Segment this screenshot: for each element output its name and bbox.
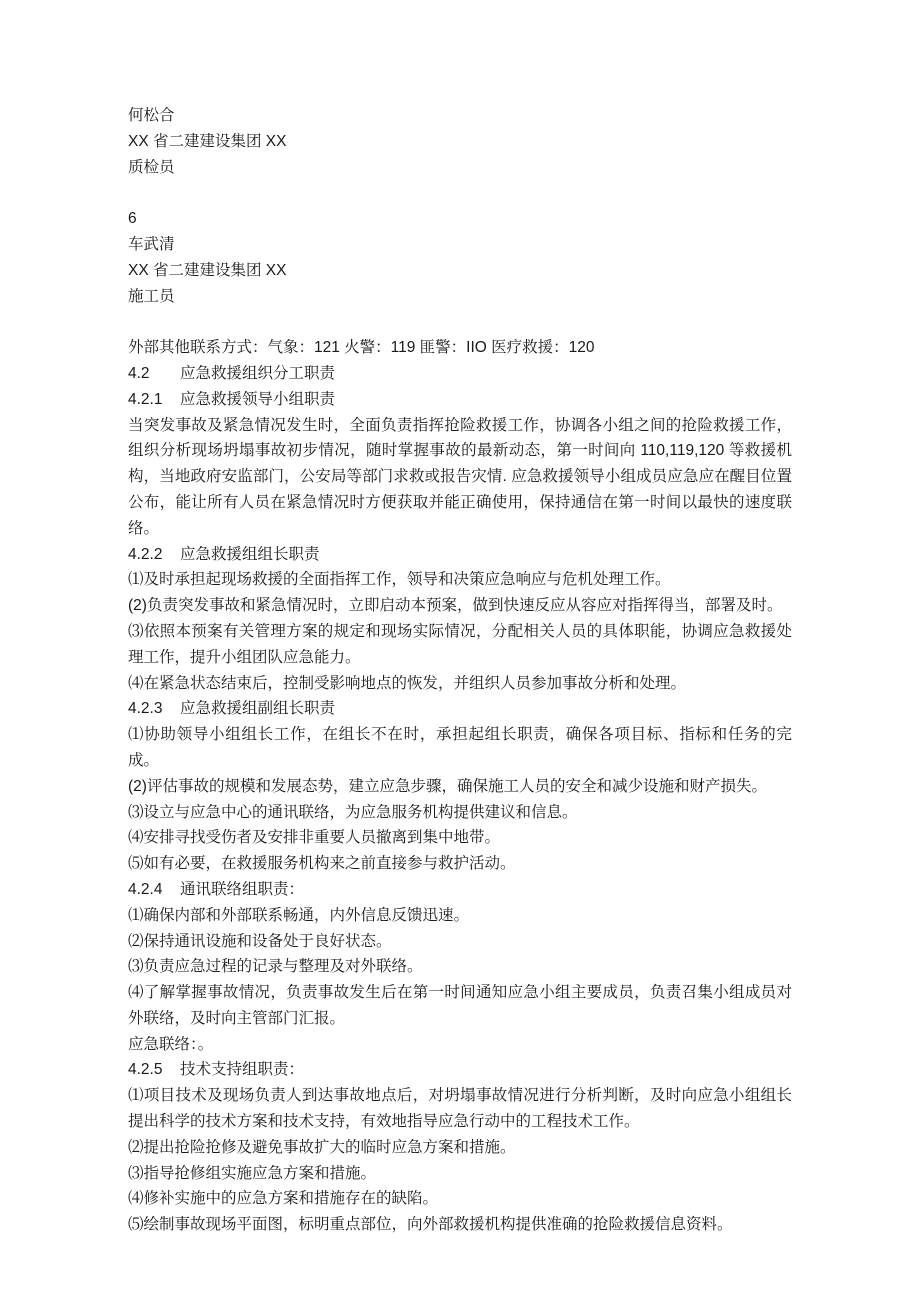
document-line: ⑴及时承担起现场救援的全面指挥工作，领导和决策应急响应与危机处理工作。 — [128, 571, 671, 589]
document-line: ⑷安排寻找受伤者及安排非重要人员撤离到集中地带。 — [128, 829, 501, 847]
document-line: 何松合 — [128, 107, 175, 124]
document-line: 当突发事故及紧急情况发生时，全面负责指挥抢险救援工作，协调各小组之间的抢险救援工作，组织分析现场坍塌事故初步情况，随时掌握事故的最新动态，第一时间向 110,119,120 等救援机构，当地政府安监部门，公安局等部门求救或报告灾情. 应急救援领导小组成员应急应在醒目位置公布，能让所有人员在紧急情况时方便获取并能正确使用，保持通信在第一时间以最快的速度联络。 — [128, 416, 792, 537]
document-line: 施工员 — [128, 287, 175, 305]
section-number: 4.2.3 — [128, 700, 163, 718]
document-line: XX 省二建建设集团 XX — [128, 261, 287, 279]
blank-line — [128, 180, 792, 206]
section-number: 4.2.5 — [128, 1061, 163, 1079]
document-line: ⑶指导抢修组实施应急方案和措施。 — [128, 1164, 377, 1182]
blank-line — [128, 309, 792, 335]
section-title: 应急救援组织分工职责 — [180, 364, 336, 382]
document-line: (2)负责突发事故和紧急情况时，立即启动本预案，做到快速反应从容应对指挥得当，部署及时。 — [128, 597, 783, 615]
document-line: ⑷修补实施中的应急方案和措施存在的缺陷。 — [128, 1190, 439, 1208]
document-line: ⑴项目技术及现场负责人到达事故地点后，对坍塌事故情况进行分析判断，及时向应急小组组长提出科学的技术方案和技术支持，有效地指导应急行动中的工程技术工作。 — [128, 1087, 792, 1131]
document-line: ⑷在紧急状态结束后，控制受影响地点的恢发，并组织人员参加事故分析和处理。 — [128, 674, 687, 692]
document-line: XX 省二建建设集团 XX — [128, 132, 287, 150]
document-line: ⑵保持通讯设施和设备处于良好状态。 — [128, 932, 392, 950]
section-heading — [128, 877, 792, 903]
document-line: ⑶依照本预案有关管理方案的规定和现场实际情况，分配相关人员的具体职能，协调应急救援处理工作，提升小组团队应急能力。 — [128, 622, 792, 666]
document-line: ⑴确保内部和外部联系畅通，内外信息反馈迅速。 — [128, 906, 470, 924]
document-line: 质检员 — [128, 158, 175, 176]
document-line: ⑶负责应急过程的记录与整理及对外联络。 — [128, 958, 423, 976]
document-line: ⑷了解掌握事故情况，负责事故发生后在第一时间通知应急小组主要成员，负责召集小组成员对外联络，及时向主管部门汇报。 — [128, 984, 792, 1027]
section-heading — [128, 542, 792, 568]
document-line: ⑴协助领导小组组长工作，在组长不在时，承担起组长职责，确保各项目标、指标和任务的完成。 — [128, 726, 792, 769]
section-heading — [128, 696, 792, 722]
section-title: 应急救援领导小组职责 — [180, 390, 336, 408]
document-line: ⑸绘制事故现场平面图，标明重点部位，向外部救援机构提供准确的抢险救援信息资料。 — [128, 1216, 733, 1234]
section-number: 4.2.1 — [128, 390, 163, 408]
document-line: ⑶设立与应急中心的通讯联络，为应急服务机构提供建议和信息。 — [128, 803, 578, 821]
section-title: 技术支持组职责： — [180, 1061, 305, 1079]
section-heading — [128, 1057, 792, 1083]
section-number: 4.2 — [128, 364, 150, 382]
document-line: 车武清 — [128, 235, 175, 253]
document-line: 外部其他联系方式：气象：121 火警：119 匪警：IIO 医疗救援：120 — [128, 339, 595, 357]
document-line: 应急联络：。 — [128, 1035, 214, 1053]
section-title: 应急救援组副组长职责 — [180, 700, 336, 718]
section-number: 4.2.2 — [128, 545, 163, 563]
section-heading — [128, 361, 792, 387]
section-heading — [128, 387, 792, 413]
section-title: 通讯联络组职责： — [180, 880, 305, 898]
section-title: 应急救援组组长职责 — [180, 545, 320, 563]
section-number: 4.2.4 — [128, 880, 163, 898]
document-line: 6 — [128, 210, 137, 228]
document-line: ⑵提出抢险抢修及避免事故扩大的临时应急方案和措施。 — [128, 1138, 516, 1156]
document-line: ⑸如有必要，在救援服务机构来之前直接参与救护活动。 — [128, 855, 516, 873]
document-line: (2)评估事故的规模和发展态势，建立应急步骤，确保施工人员的安全和减少设施和财产损失。 — [128, 777, 767, 795]
